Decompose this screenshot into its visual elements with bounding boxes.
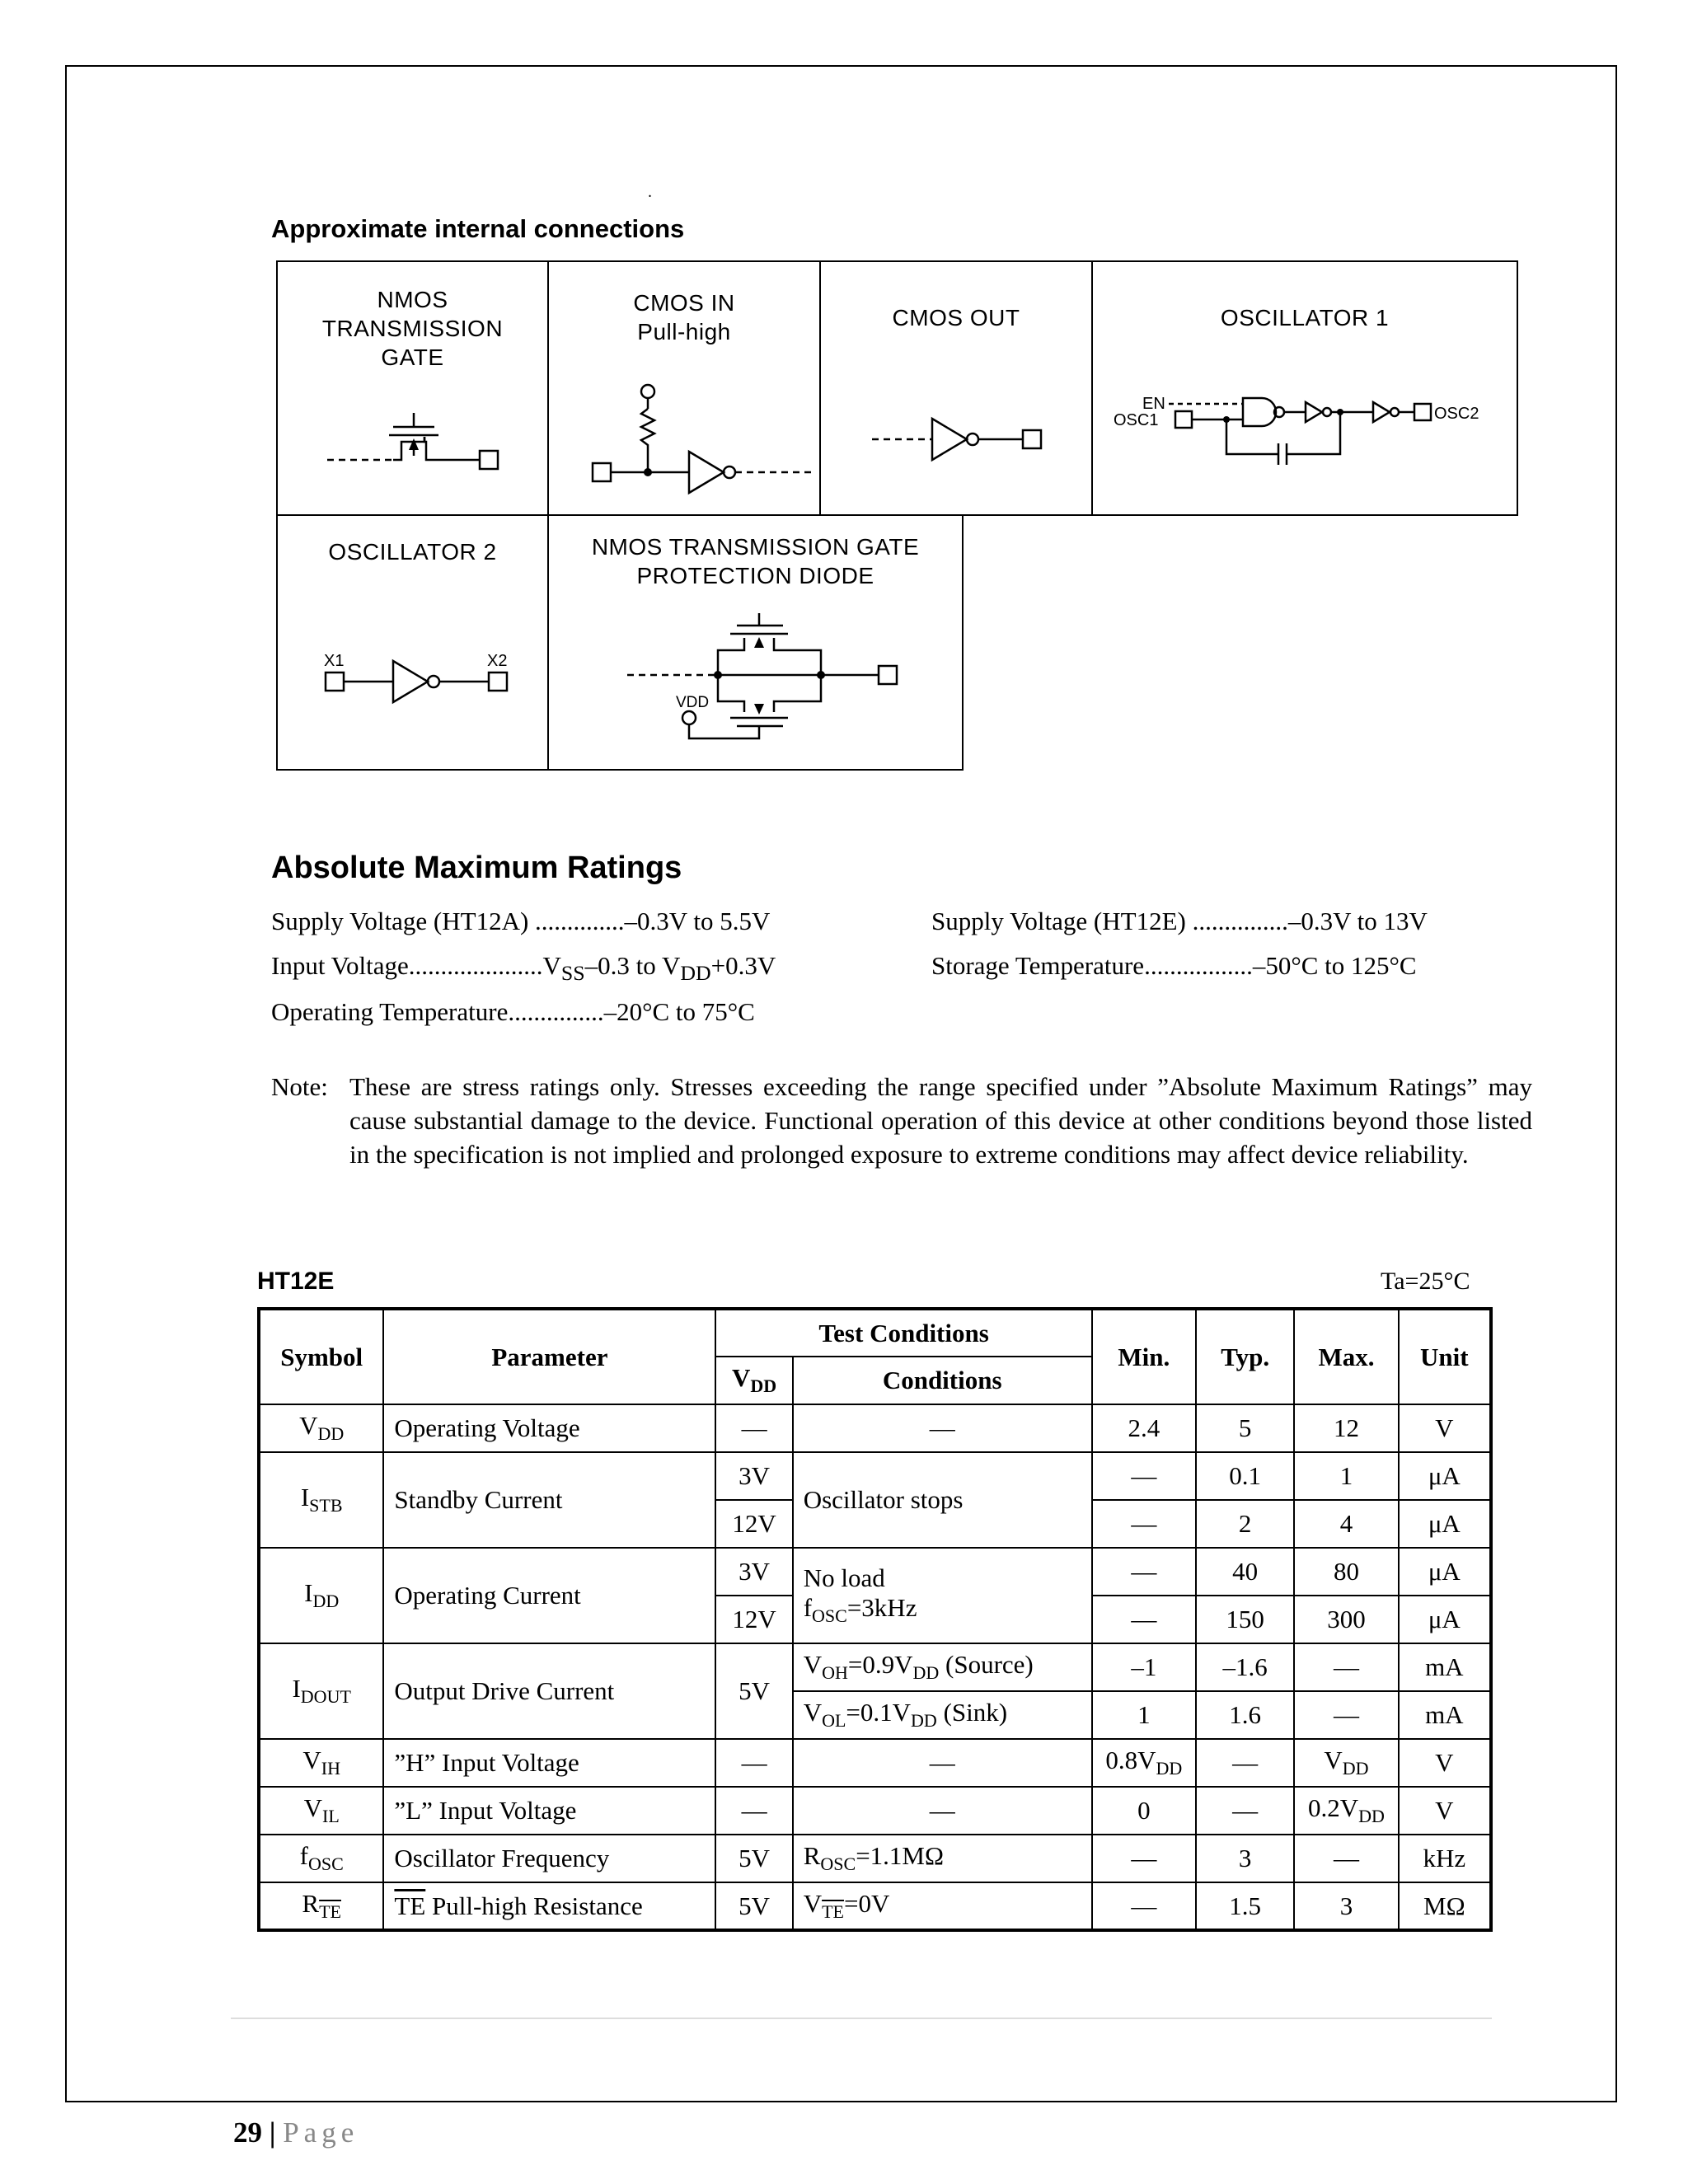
- cell-max: 4: [1294, 1500, 1398, 1548]
- cell-symbol: $I_{STB}$: [259, 1452, 383, 1548]
- rating-label: Supply Voltage (HT12E): [931, 907, 1193, 935]
- cell-vdd: —: [715, 1787, 792, 1835]
- rating-value: –0.3V to 13V: [1287, 907, 1428, 935]
- cell-typ: 1.6: [1196, 1691, 1294, 1739]
- cell-nmos-protection-diode: [547, 514, 964, 771]
- cell-max: 3: [1294, 1882, 1398, 1930]
- cell-unit: kHz: [1399, 1835, 1491, 1882]
- header-typ: Typ.: [1196, 1309, 1294, 1404]
- cell-typ: —: [1196, 1787, 1294, 1835]
- cell-parameter: Output Drive Current: [383, 1643, 715, 1739]
- cell-unit: mA: [1399, 1691, 1491, 1739]
- oscillator-2-diagram-icon: [278, 516, 551, 772]
- cmos-out-diagram-icon: [821, 262, 1095, 518]
- cell-vdd: 5V: [715, 1882, 792, 1930]
- cell-title: OSCILLATOR 2: [328, 539, 497, 565]
- cell-unit: μA: [1399, 1500, 1491, 1548]
- cell-vdd: 5V: [715, 1835, 792, 1882]
- cell-unit: V: [1399, 1739, 1491, 1787]
- cell-typ: 150: [1196, 1596, 1294, 1643]
- cell-unit: V: [1399, 1787, 1491, 1835]
- cell-parameter: Operating Voltage: [383, 1404, 715, 1452]
- cell-typ: 3: [1196, 1835, 1294, 1882]
- cell-parameter: Operating Current: [383, 1548, 715, 1643]
- nmos-gate-diagram-icon: [278, 262, 551, 518]
- rating-label: Operating Temperature: [271, 997, 509, 1026]
- header-min: Min.: [1092, 1309, 1196, 1404]
- cell-min: —: [1092, 1596, 1196, 1643]
- cell-conditions: $V_{\overline{TE}}=0V$: [793, 1882, 1092, 1930]
- note-text: These are stress ratings only. Stresses exceeding the range specified under ”Absolute Maximum Ratings” may cause substantial damage to the device. Functional operation of this device at other conditions beyond those listed in the specification is not implied and prolonged exposure to extreme conditions may affect device reliability.: [349, 1072, 1532, 1169]
- cell-typ: 2: [1196, 1500, 1294, 1548]
- rating-value: –20°C to 75°C: [603, 997, 755, 1026]
- cell-title: NMOS TRANSMISSION GATE PROTECTION DIODE: [591, 534, 920, 588]
- header-symbol: Symbol: [259, 1309, 383, 1404]
- cell-min: 2.4: [1092, 1404, 1196, 1452]
- pin-x1-label: X1: [324, 652, 345, 670]
- note-label: Note:: [271, 1072, 328, 1101]
- table-title: HT12E: [257, 1268, 335, 1295]
- cell-vdd: 12V: [715, 1500, 792, 1548]
- rating-dots: .....................: [408, 951, 543, 980]
- rating-dots: ...............: [1192, 907, 1288, 935]
- table-row: [259, 1404, 1491, 1452]
- cell-max: —: [1294, 1691, 1398, 1739]
- cell-symbol: $I_{DD}$: [259, 1548, 383, 1643]
- cell-symbol: $R_{\overline{TE}}$: [259, 1882, 383, 1930]
- rating-label: Storage Temperature: [931, 951, 1145, 980]
- page-mark: .: [648, 183, 652, 201]
- page-word: Page: [283, 2116, 359, 2149]
- table-row: [259, 1643, 1491, 1691]
- rating-input-voltage: [271, 951, 776, 986]
- cell-symbol: $V_{DD}$: [259, 1404, 383, 1452]
- cell-min: –1: [1092, 1643, 1196, 1691]
- cell-unit: V: [1399, 1404, 1491, 1452]
- cell-cmos-out: [819, 260, 1093, 516]
- cell-vdd: —: [715, 1404, 792, 1452]
- cell-unit: μA: [1399, 1596, 1491, 1643]
- cell-unit: mA: [1399, 1643, 1491, 1691]
- pin-x2-label: X2: [487, 652, 508, 670]
- pin-osc2-label: OSC2: [1434, 405, 1479, 423]
- table-header-row: [259, 1309, 1491, 1357]
- page-footer: [233, 2116, 359, 2149]
- cell-typ: –1.6: [1196, 1643, 1294, 1691]
- protection-diode-diagram-icon: [549, 516, 965, 772]
- cell-min: $0.8V_{DD}$: [1092, 1739, 1196, 1787]
- cell-typ: 40: [1196, 1548, 1294, 1596]
- table-row: [259, 1739, 1491, 1787]
- cell-min: —: [1092, 1452, 1196, 1500]
- header-vdd: $V_{DD}$: [715, 1357, 792, 1404]
- cell-parameter: ”H” Input Voltage: [383, 1739, 715, 1787]
- header-unit: Unit: [1399, 1309, 1491, 1404]
- rating-label: Supply Voltage (HT12A): [271, 907, 536, 935]
- cell-max: 1: [1294, 1452, 1398, 1500]
- cell-symbol: $f_{OSC}$: [259, 1835, 383, 1882]
- table-row: [259, 1452, 1491, 1500]
- cell-title: OSCILLATOR 1: [1220, 305, 1390, 330]
- rating-supply-voltage-ht12a: [271, 907, 770, 936]
- cell-oscillator-2: [276, 514, 549, 771]
- cell-conditions: Oscillator stops: [793, 1452, 1092, 1548]
- oscillator-1-diagram-icon: [1093, 262, 1520, 518]
- spec-table: [257, 1307, 1493, 1932]
- cell-symbol: $V_{IH}$: [259, 1739, 383, 1787]
- rating-supply-voltage-ht12e: [931, 907, 1428, 936]
- cell-symbol: $I_{DOUT}$: [259, 1643, 383, 1739]
- cell-title: CMOS OUT: [892, 305, 1020, 330]
- table-row: [259, 1835, 1491, 1882]
- cell-min: 0: [1092, 1787, 1196, 1835]
- stress-note: [271, 1070, 1532, 1171]
- header-conditions: Conditions: [793, 1357, 1092, 1404]
- cmos-in-diagram-icon: [549, 262, 823, 518]
- rating-dots: .................: [1144, 951, 1253, 980]
- footer-divider: [231, 2018, 1492, 2019]
- cell-conditions: $V_{OH}=0.9V_{DD}$ (Source): [793, 1643, 1092, 1691]
- table-row: [259, 1548, 1491, 1596]
- abs-max-title: Absolute Maximum Ratings: [271, 851, 682, 885]
- pin-vdd-label: VDD: [676, 694, 710, 711]
- cell-vdd: 3V: [715, 1548, 792, 1596]
- table-ambient: Ta=25°C: [1381, 1268, 1470, 1295]
- cell-min: —: [1092, 1548, 1196, 1596]
- cell-oscillator-1: [1091, 260, 1518, 516]
- cell-vdd: 5V: [715, 1643, 792, 1739]
- rating-value: –50°C to 125°C: [1252, 951, 1417, 980]
- cell-typ: —: [1196, 1739, 1294, 1787]
- pin-osc1-label: OSC1: [1114, 411, 1159, 429]
- cell-vdd: —: [715, 1739, 792, 1787]
- cell-max: $0.2V_{DD}$: [1294, 1787, 1398, 1835]
- cell-conditions: No load $f_{OSC}=3kHz$: [793, 1548, 1092, 1643]
- cell-min: —: [1092, 1882, 1196, 1930]
- cell-min: 1: [1092, 1691, 1196, 1739]
- cell-title: NMOS TRANSMISSION GATE: [321, 287, 504, 370]
- cell-nmos-transmission-gate: [276, 260, 549, 516]
- cell-cmos-in: [547, 260, 821, 516]
- rating-dots: ...............: [508, 997, 604, 1026]
- header-test-conditions: Test Conditions: [715, 1309, 1091, 1357]
- cell-parameter: Standby Current: [383, 1452, 715, 1548]
- page-number: 29: [233, 2116, 262, 2149]
- cell-title: CMOS IN Pull-high: [633, 290, 735, 344]
- cell-max: 12: [1294, 1404, 1398, 1452]
- header-max: Max.: [1294, 1309, 1398, 1404]
- cell-max: —: [1294, 1835, 1398, 1882]
- connections-title: Approximate internal connections: [271, 214, 685, 243]
- cell-max: 300: [1294, 1596, 1398, 1643]
- rating-dots: ..............: [535, 907, 625, 935]
- cell-typ: 0.1: [1196, 1452, 1294, 1500]
- cell-min: —: [1092, 1500, 1196, 1548]
- cell-conditions: $V_{OL}=0.1V_{DD}$ (Sink): [793, 1691, 1092, 1739]
- table-row: [259, 1787, 1491, 1835]
- pin-en-label: EN: [1142, 395, 1165, 413]
- cell-parameter: ”L” Input Voltage: [383, 1787, 715, 1835]
- rating-label: Input Voltage: [271, 951, 409, 980]
- cell-conditions: —: [793, 1787, 1092, 1835]
- cell-symbol: $V_{IL}$: [259, 1787, 383, 1835]
- table-row: [259, 1882, 1491, 1930]
- cell-max: $V_{DD}$: [1294, 1739, 1398, 1787]
- cell-parameter: Oscillator Frequency: [383, 1835, 715, 1882]
- cell-vdd: 3V: [715, 1452, 792, 1500]
- cell-conditions: $R_{OSC}=1.1M\Omega$: [793, 1835, 1092, 1882]
- page-separator: |: [262, 2116, 284, 2149]
- cell-max: 80: [1294, 1548, 1398, 1596]
- cell-conditions: —: [793, 1404, 1092, 1452]
- cell-parameter: $\overline{TE}$ Pull-high Resistance: [383, 1882, 715, 1930]
- cell-typ: 5: [1196, 1404, 1294, 1452]
- rating-value: $V_{SS}-0.3$ to $V_{DD}+0.3V$: [542, 951, 776, 986]
- cell-vdd: 12V: [715, 1596, 792, 1643]
- cell-typ: 1.5: [1196, 1882, 1294, 1930]
- cell-max: —: [1294, 1643, 1398, 1691]
- cell-conditions: —: [793, 1739, 1092, 1787]
- rating-storage-temperature: [931, 951, 1417, 981]
- rating-value: –0.3V to 5.5V: [624, 907, 771, 935]
- cell-min: —: [1092, 1835, 1196, 1882]
- header-parameter: Parameter: [383, 1309, 715, 1404]
- cell-unit: μA: [1399, 1548, 1491, 1596]
- cell-unit: MΩ: [1399, 1882, 1491, 1930]
- rating-operating-temperature: [271, 997, 755, 1027]
- cell-unit: μA: [1399, 1452, 1491, 1500]
